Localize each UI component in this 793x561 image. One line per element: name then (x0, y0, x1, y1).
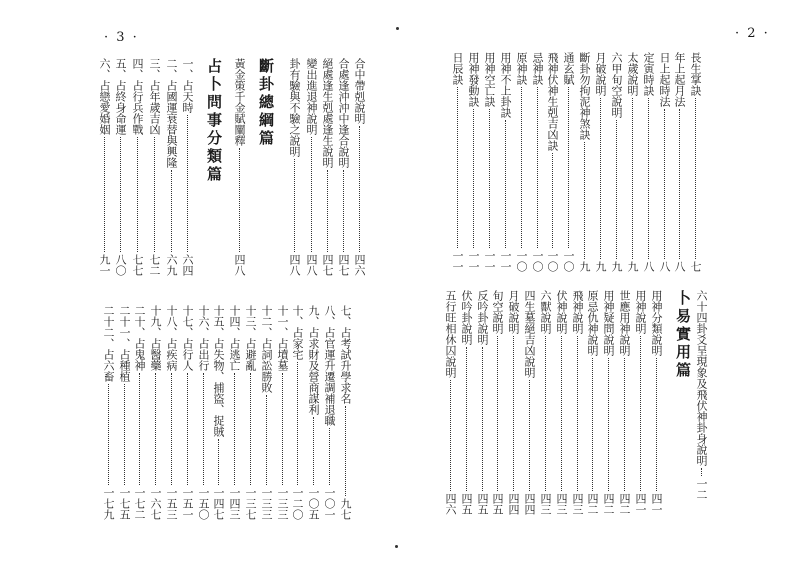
toc-entry (460, 290, 472, 515)
toc-entry-title: 十九、占醫藥 (149, 305, 162, 371)
leader-dots (648, 98, 649, 259)
toc-entry-page: 一〇 (562, 250, 575, 272)
toc-entry-title: 二十、占鬼神 (133, 305, 146, 371)
toc-entry-title: 太歲說明 (626, 52, 639, 96)
toc-entry (539, 290, 551, 515)
leader-dots (608, 358, 609, 491)
toc-entry (451, 52, 463, 272)
toc-entry (114, 58, 126, 276)
toc-entry (181, 305, 193, 520)
leader-dots (701, 468, 702, 476)
toc-entry-title: 十、占家宅 (291, 305, 304, 360)
toc-entry-title: 九、占求財及營商謀利 (307, 305, 320, 415)
toc-entry-title: 旬空說明 (491, 290, 504, 334)
leader-dots (187, 373, 188, 485)
toc-entry (586, 290, 598, 515)
toc-entry (499, 52, 511, 272)
leader-dots (529, 380, 530, 491)
toc-entry-page: 四四 (507, 493, 520, 515)
leader-dots (624, 358, 625, 491)
leader-dots (120, 137, 121, 252)
toc-entry-page: 四二 (618, 493, 631, 515)
leader-dots (108, 384, 109, 485)
toc-entry-page: 一〇一 (323, 487, 336, 520)
toc-entry (149, 305, 161, 520)
toc-entry-title: 六、占戀愛婚姻 (98, 58, 111, 135)
toc-entry-page: 一〇 (531, 250, 544, 272)
toc-entry-title: 原忌仇神說明 (586, 290, 599, 356)
toc-entry-page: 六九 (165, 254, 178, 276)
toc-entry (244, 305, 256, 520)
toc-entry (197, 305, 209, 520)
toc-entry-title: 十一、占墳墓 (276, 305, 289, 371)
leader-dots (584, 142, 585, 259)
toc-entry (571, 290, 583, 515)
toc-entry-title: 日辰訣 (451, 52, 464, 85)
leader-dots (139, 373, 140, 485)
toc-entry (444, 290, 456, 515)
leader-dots (266, 395, 267, 485)
toc-entry-title: 日上起時法 (658, 52, 671, 107)
section-heading: 占卜問事分類篇 (205, 58, 223, 184)
toc-entry-title: 七、占考試升學求名 (339, 305, 352, 404)
leader-dots (505, 120, 506, 248)
leader-dots (155, 373, 156, 485)
leader-dots (466, 347, 467, 491)
toc-entry (594, 52, 606, 272)
toc-entry-title: 斷卦勿拘泥神煞訣 (578, 52, 591, 140)
toc-entry-page: 四五 (491, 493, 504, 515)
leader-dots (154, 137, 155, 252)
toc-entry-title: 用神不上卦訣 (499, 52, 512, 118)
toc-entry (531, 52, 543, 272)
leader-dots (482, 347, 483, 491)
toc-entry-title: 用神空亡訣 (483, 52, 496, 107)
toc-entry-title: 十八、占疾病 (165, 305, 178, 371)
toc-entry-title: 八、占官運升遷調補退職 (323, 305, 336, 426)
toc-entry (288, 58, 300, 276)
toc-entry (233, 58, 245, 276)
leader-dots (537, 87, 538, 248)
toc-entry (321, 58, 333, 276)
toc-entry-title: 十三、占避亂 (244, 305, 257, 371)
toc-entry-title: 伏神說明 (555, 290, 568, 334)
leader-dots (497, 336, 498, 491)
toc-entry (626, 52, 638, 272)
toc-entry (467, 52, 479, 272)
leader-dots (695, 98, 696, 259)
leader-dots (489, 109, 490, 248)
leader-dots (450, 380, 451, 491)
toc-entry-title: 用神疑問說明 (602, 290, 615, 356)
toc-entry-title: 合處逢沖沖中逢合說明 (337, 58, 350, 168)
toc-entry-page: 四三 (555, 493, 568, 515)
toc-entry-title: 卦有驗與不驗之說明 (288, 58, 301, 157)
toc-entry-title: 月破說明 (594, 52, 607, 96)
toc-entry (695, 290, 707, 500)
toc-entry (131, 58, 143, 276)
leader-dots (104, 137, 105, 252)
toc-entry-page: 八 (673, 261, 686, 272)
toc-entry (650, 290, 662, 515)
toc-entry-page: 一三三 (260, 487, 273, 520)
toc-entry-page: 四三 (539, 493, 552, 515)
toc-entry-title: 十六、占出行 (197, 305, 210, 371)
toc-entry-page: 一四三 (228, 487, 241, 520)
toc-entry-page: 四二 (586, 493, 599, 515)
toc-entry (339, 305, 351, 520)
leader-dots (171, 373, 172, 485)
toc-entry-page: 八 (658, 261, 671, 272)
leader-dots (311, 137, 312, 252)
leader-dots (473, 109, 474, 248)
toc-entry-page: 九七 (339, 498, 352, 520)
left-page-number: · 3 · (104, 30, 139, 45)
toc-entry-page: 四五 (476, 493, 489, 515)
leader-dots (679, 109, 680, 259)
toc-entry-title: 六十四卦爻呈現象及飛伏神卦身說明 (695, 290, 708, 466)
toc-entry-title: 十四、占逃亡 (228, 305, 241, 371)
toc-entry-page: 一五一 (181, 487, 194, 520)
toc-entry (523, 290, 535, 515)
toc-entry-title: 用神說明 (634, 290, 647, 334)
toc-entry (673, 52, 685, 272)
toc-entry (212, 305, 224, 520)
toc-entry-page: 一一 (451, 250, 464, 272)
toc-entry-title: 世應用神說明 (618, 290, 631, 356)
toc-entry-page: 四五 (460, 493, 473, 515)
toc-entry (148, 58, 160, 276)
toc-entry-title: 用神發動訣 (467, 52, 480, 107)
toc-entry-title: 一、占天時 (181, 58, 194, 113)
leader-dots (457, 87, 458, 248)
toc-entry-title: 十二、占詞訟勝敗 (260, 305, 273, 393)
toc-entry-page: 七 (689, 261, 702, 272)
toc-entry-page: 四四 (523, 493, 536, 515)
toc-entry (491, 290, 503, 515)
toc-entry-page: 四二 (602, 493, 615, 515)
toc-entry (305, 58, 317, 276)
toc-entry-page: 一七五 (118, 487, 131, 520)
center-mark (396, 27, 399, 30)
toc-entry (323, 305, 335, 520)
leader-dots (640, 336, 641, 491)
toc-entry (634, 290, 646, 515)
toc-entry-page: 一〇 (546, 250, 559, 272)
toc-entry (483, 52, 495, 272)
leader-dots (124, 384, 125, 485)
leader-dots (592, 358, 593, 491)
toc-entry-title: 飛神伏神生剋吉凶訣 (546, 52, 559, 151)
center-mark (395, 545, 398, 548)
toc-entry-page: 一一 (467, 250, 480, 272)
leader-dots (632, 98, 633, 259)
toc-entry-page: 一四七 (212, 487, 225, 520)
toc-entry (102, 305, 114, 520)
toc-entry-page: 九 (578, 261, 591, 272)
toc-entry-page: 一〇 (515, 250, 528, 272)
toc-entry-title: 伏吟卦說明 (460, 290, 473, 345)
toc-entry (689, 52, 701, 272)
section-heading: 卜易實用篇 (674, 290, 692, 380)
toc-entry-title: 四、占行兵作戰 (131, 58, 144, 135)
toc-entry-title: 四生墓絕吉凶說明 (523, 290, 536, 378)
toc-entry-page: 四七 (337, 254, 350, 276)
toc-entry (98, 58, 110, 276)
leader-dots (297, 362, 298, 485)
leader-dots (187, 115, 188, 252)
toc-entry (276, 305, 288, 520)
toc-entry (165, 58, 177, 276)
toc-entry (353, 58, 365, 276)
toc-entry-page: 四六 (353, 254, 366, 276)
toc-entry-title: 絕處逢生剋處逢生說明 (321, 58, 334, 168)
leader-dots (359, 126, 360, 252)
toc-entry-page: 一五〇 (197, 487, 210, 520)
toc-entry (610, 52, 622, 272)
leader-dots (616, 120, 617, 259)
toc-entry-title: 反吟卦說明 (476, 290, 489, 345)
toc-entry-title: 三、占年歲吉凶 (148, 58, 161, 135)
toc-entry (555, 290, 567, 515)
leader-dots (561, 336, 562, 491)
leader-dots (218, 439, 219, 485)
toc-entry (658, 52, 670, 272)
toc-entry-title: 用神分類說明 (650, 290, 663, 356)
toc-entry-title: 十七、占行人 (181, 305, 194, 371)
toc-entry-page: 一三七 (244, 487, 257, 520)
toc-entry-page: 四七 (321, 254, 334, 276)
leader-dots (327, 170, 328, 252)
leader-dots (203, 373, 204, 485)
toc-entry-page: 七七 (131, 254, 144, 276)
toc-entry-page: 一七二 (133, 487, 146, 520)
toc-entry (181, 58, 193, 276)
section-heading: 斷卦總綱篇 (257, 58, 275, 148)
toc-entry-page: 四三 (571, 493, 584, 515)
toc-entry-title: 五行旺相休囚說明 (444, 290, 457, 378)
leader-dots (345, 406, 346, 496)
toc-entry-page: 一二 (695, 478, 708, 500)
toc-entry-page: 七二 (148, 254, 161, 276)
leader-dots (282, 373, 283, 485)
toc-entry (260, 305, 272, 520)
leader-dots (568, 87, 569, 248)
toc-entry-page: 一六七 (149, 487, 162, 520)
toc-entry-title: 六甲旬空說明 (610, 52, 623, 118)
toc-entry-title: 定寅時訣 (642, 52, 655, 96)
toc-entry-page: 四六 (444, 493, 457, 515)
toc-entry-page: 四八 (288, 254, 301, 276)
toc-entry-page: 六四 (181, 254, 194, 276)
toc-entry-title: 長生掌訣 (689, 52, 702, 96)
toc-entry-title: 二十一、占種植 (118, 305, 131, 382)
toc-entry-page: 一〇五 (307, 487, 320, 520)
toc-entry-page: 一二〇 (291, 487, 304, 520)
toc-entry-page: 一一 (483, 250, 496, 272)
toc-entry-page: 四一 (650, 493, 663, 515)
leader-dots (656, 358, 657, 491)
toc-entry (507, 290, 519, 515)
toc-entry-page: 九 (610, 261, 623, 272)
leader-dots (513, 336, 514, 491)
toc-entry-page: 八 (642, 261, 655, 272)
leader-dots (521, 87, 522, 248)
toc-entry-title: 六獸說明 (539, 290, 552, 334)
toc-entry (307, 305, 319, 520)
toc-entry (476, 290, 488, 515)
toc-entry-title: 二、占國運衰替與興隆 (165, 58, 178, 168)
leader-dots (234, 373, 235, 485)
leader-dots (600, 98, 601, 259)
toc-entry-page: 一七九 (102, 487, 115, 520)
leader-dots (552, 153, 553, 248)
toc-entry (562, 52, 574, 272)
toc-entry-title: 變出進退神說明 (305, 58, 318, 135)
leader-dots (343, 170, 344, 252)
toc-entry (337, 58, 349, 276)
toc-entry-title: 通玄賦 (562, 52, 575, 85)
leader-dots (171, 170, 172, 252)
leader-dots (329, 428, 330, 485)
toc-entry-page: 四八 (305, 254, 318, 276)
toc-entry (546, 52, 558, 272)
toc-entry-title: 黃金策千金賦闡釋 (233, 58, 246, 146)
toc-entry-title: 年上起月法 (673, 52, 686, 107)
leader-dots (664, 109, 665, 259)
toc-entry (618, 290, 630, 515)
toc-entry-page: 一一 (499, 250, 512, 272)
toc-entry-page: 一五三 (165, 487, 178, 520)
leader-dots (545, 336, 546, 491)
toc-entry-page: 四一 (634, 493, 647, 515)
right-page-number: · 2 · (735, 26, 770, 41)
toc-entry (515, 52, 527, 272)
toc-entry (578, 52, 590, 272)
toc-entry-page: 八〇 (114, 254, 127, 276)
toc-entry (165, 305, 177, 520)
toc-entry-page: 九一 (98, 254, 111, 276)
leader-dots (239, 148, 240, 252)
toc-entry (118, 305, 130, 520)
toc-entry-page: 一三三 (276, 487, 289, 520)
toc-entry-page: 九 (594, 261, 607, 272)
toc-entry-title: 五、占終身命運 (114, 58, 127, 135)
toc-entry-title: 合中帶剋說明 (353, 58, 366, 124)
toc-entry-title: 飛神說明 (571, 290, 584, 334)
toc-entry (602, 290, 614, 515)
toc-entry (133, 305, 145, 520)
toc-entry-title: 忌神訣 (531, 52, 544, 85)
toc-entry-title: 十五、占失物、捕盜、捉賊 (212, 305, 225, 437)
toc-entry (228, 305, 240, 520)
leader-dots (294, 159, 295, 252)
leader-dots (250, 373, 251, 485)
leader-dots (313, 417, 314, 485)
toc-entry-title: 二十二、占六畜 (102, 305, 115, 382)
leader-dots (137, 137, 138, 252)
toc-entry-title: 月破說明 (507, 290, 520, 334)
toc-entry-page: 四八 (233, 254, 246, 276)
leader-dots (577, 336, 578, 491)
toc-entry-title: 原神訣 (515, 52, 528, 85)
toc-entry-page: 九 (626, 261, 639, 272)
toc-entry (291, 305, 303, 520)
toc-entry (642, 52, 654, 272)
